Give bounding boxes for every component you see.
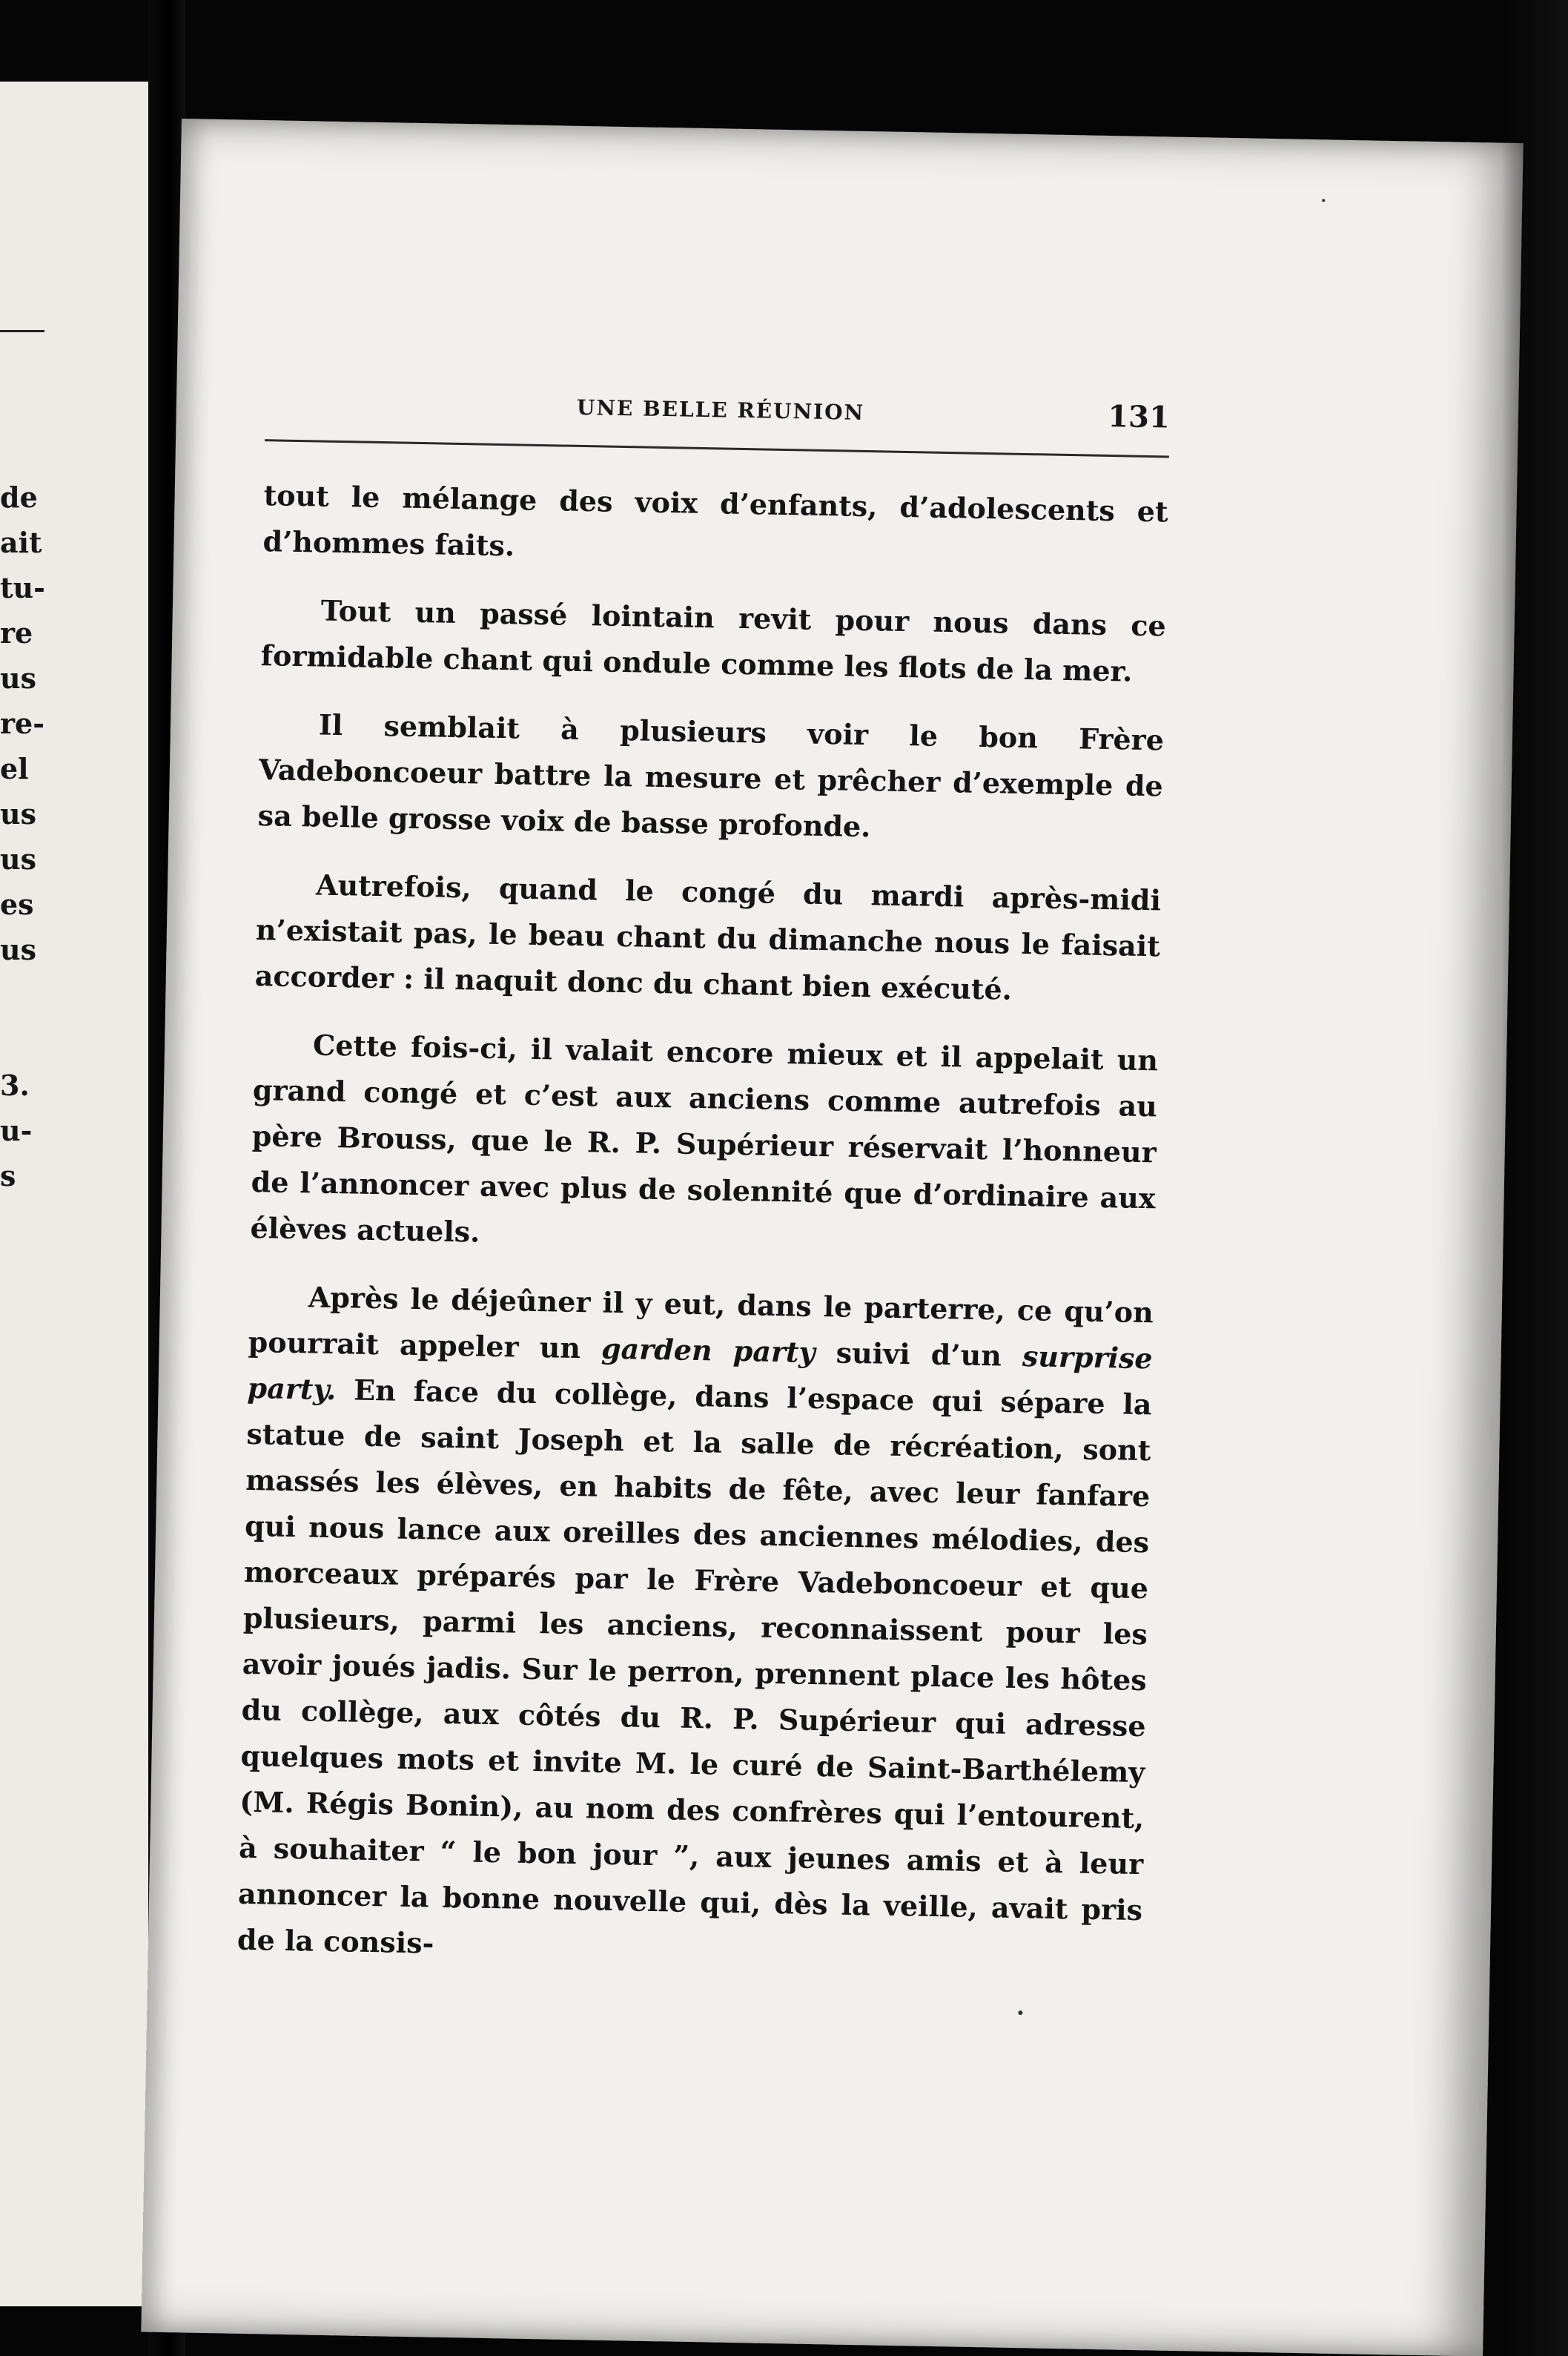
paper-speck xyxy=(1322,199,1325,202)
fragment: 3. xyxy=(0,1069,30,1102)
page-number: 131 xyxy=(1107,398,1171,435)
fragment: ait xyxy=(0,526,42,559)
running-title: UNE BELLE RÉUNION xyxy=(576,395,865,425)
fragment: us xyxy=(0,933,37,966)
paragraph-5: Cette fois-ci, il valait encore mieux et il appelait un grand congé et c’est aux anciens comme autrefois au père Brouss, que le R. P. Supérieur réservait l’honneur de l’annoncer avec plus de solennité que d’ordinaire aux élèves actuels. xyxy=(250,1028,1159,1249)
paragraph-6 xyxy=(236,1273,1154,1979)
book-page xyxy=(141,119,1523,2356)
page-header xyxy=(265,383,1170,444)
fragment: us xyxy=(0,797,37,831)
paragraph-6-text: Après le déjeûner il y eut, dans le parterre, ce qu’on pourrait appeler un xyxy=(248,1280,1154,1365)
fragment: de xyxy=(0,481,38,514)
fragment: us xyxy=(0,842,37,876)
paragraph-1: tout le mélange des voix d’enfants, d’adolescents et d’hommes faits. xyxy=(262,478,1168,563)
paper-speck xyxy=(1018,2010,1022,2015)
fragment: tu- xyxy=(0,571,45,604)
paragraph-4: Autrefois, quand le congé du mardi après-midi n’existait pas, le beau chant du dimanche nous le faisait accorder : il naquit donc du chant bien exécuté. xyxy=(254,868,1162,1006)
fragment: u- xyxy=(0,1114,33,1147)
fragment: el xyxy=(0,752,29,785)
fragment: re xyxy=(0,616,33,650)
paragraph-6-text: En face du collège, dans l’espace qui sépare la statue de saint Joseph et la salle de récréation, sont massés les élèves, en habits de fête, avec leur fanfare qui nous lance aux oreilles des anciennes mélodies, des morceaux préparés par le Frère Vadeboncoeur et que plusieurs, parmi les anciens, reconnaissent pour les avoir joués jadis. Sur le perron, prennent place les hôtes du collège, aux côtés du R. P. Supérieur qui adresse quelques mots et invite M. le curé de Saint-Barthélemy (M. Régis Bonin), au nom des confrères qui l’entourent, à souhaiter “ le bon jour ”, aux jeunes amis et à leur annoncer la bonne nouvelle qui, dès la veille, avait pris de la consis- xyxy=(236,1373,1152,1960)
fragment: es xyxy=(0,888,34,921)
paragraph-6-italic: surprise party. xyxy=(247,1339,1153,1407)
paragraph-3: Il semblait à plusieurs voir le bon Frère Vadeboncoeur battre la mesure et prêcher d’exemple de sa belle grosse voix de basse profonde. xyxy=(257,707,1165,844)
paragraph-6-italic: garden party xyxy=(601,1331,816,1369)
previous-page-fragments xyxy=(0,475,52,1198)
paragraph-2: Tout un passé lointain revit pour nous dans ce formidable chant qui ondule comme les flots de la mer. xyxy=(260,593,1167,688)
paragraph-6-text: suivi d’un xyxy=(815,1335,1023,1373)
fragment-gap xyxy=(0,1017,52,1063)
fragment: s xyxy=(0,1159,16,1192)
fragment: us xyxy=(0,661,37,695)
fragment-gap xyxy=(0,972,52,1017)
page-body xyxy=(236,472,1168,2002)
previous-page-rule xyxy=(0,330,44,332)
fragment: re- xyxy=(0,707,44,740)
page-edge-shadow xyxy=(1501,0,1568,2356)
